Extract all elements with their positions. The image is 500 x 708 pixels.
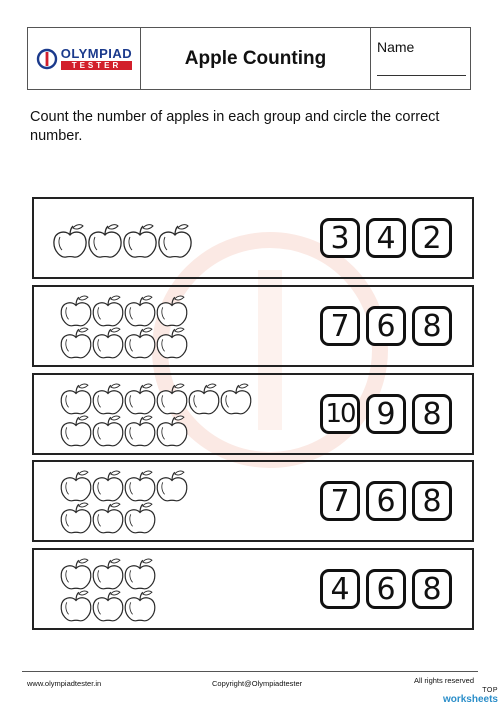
apple-icon (159, 225, 191, 257)
number-option-box[interactable]: 7 (320, 481, 360, 521)
apple-icon (125, 384, 155, 414)
apple-icon (61, 416, 91, 446)
apple-group (34, 287, 274, 367)
top-worksheets-logo (438, 686, 498, 704)
apple-icon (93, 503, 123, 533)
number-option-box[interactable]: 4 (320, 569, 360, 609)
olympiad-tester-logo (36, 47, 132, 70)
number-options (320, 199, 452, 277)
number-option-box[interactable]: 2 (412, 218, 452, 258)
apple-icon (89, 225, 121, 257)
apple-icon (93, 328, 123, 358)
apple-row (32, 548, 474, 630)
brand-bottom-text: worksheets (442, 694, 498, 705)
apple-icon (93, 296, 123, 326)
worksheet-title: Apple Counting (184, 47, 327, 69)
number-option-box[interactable]: 8 (412, 569, 452, 609)
apple-icon (157, 328, 187, 358)
apple-icon (125, 328, 155, 358)
apple-icon (124, 225, 156, 257)
instructions-text: Count the number of apples in each group and circle the correct number. (30, 109, 440, 144)
apple-group (34, 199, 274, 279)
apple-icon (125, 503, 155, 533)
number-option-box[interactable]: 8 (412, 306, 452, 346)
number-option-box[interactable]: 6 (366, 481, 406, 521)
apple-icon (93, 416, 123, 446)
apple-icon (61, 471, 91, 501)
apple-row (32, 197, 474, 279)
apple-row (32, 285, 474, 367)
apple-icon (125, 559, 155, 589)
apple-icon (61, 503, 91, 533)
apple-icon (125, 471, 155, 501)
apple-icon (93, 471, 123, 501)
logo-cell (28, 28, 141, 89)
apple-icon (125, 416, 155, 446)
apple-icon (157, 384, 187, 414)
apple-icon (61, 559, 91, 589)
apple-icon (61, 328, 91, 358)
number-option-box[interactable]: 7 (320, 306, 360, 346)
number-options (320, 375, 452, 453)
footer-copyright: Copyright@Olympiadtester (212, 679, 303, 688)
apple-icon (189, 384, 219, 414)
number-option-box[interactable]: 8 (412, 394, 452, 434)
apple-group (34, 550, 274, 630)
footer-divider (22, 671, 478, 672)
number-option-box[interactable]: 9 (366, 394, 406, 434)
number-options (320, 550, 452, 628)
number-option-box[interactable]: 6 (366, 306, 406, 346)
apple-group (34, 375, 274, 455)
apple-icon (125, 296, 155, 326)
name-write-line[interactable] (377, 75, 466, 76)
apple-row (32, 373, 474, 455)
logo-emblem-icon (36, 48, 58, 70)
apple-icon (61, 384, 91, 414)
apple-icon (54, 225, 86, 257)
number-option-box[interactable]: 3 (320, 218, 360, 258)
brand-top-text: TOP (482, 687, 498, 694)
footer-website[interactable]: www.olympiadtester.in (27, 679, 102, 688)
number-options (320, 287, 452, 365)
number-option-box[interactable]: 8 (412, 481, 452, 521)
apple-icon (157, 471, 187, 501)
apple-icon (221, 384, 251, 414)
logo-bottom-text: TESTER (61, 61, 132, 70)
number-option-box[interactable]: 6 (366, 569, 406, 609)
apple-icon (93, 591, 123, 621)
apple-icon (93, 559, 123, 589)
apple-group (34, 462, 274, 542)
logo-top-text: OLYMPIAD (60, 46, 133, 61)
number-options (320, 462, 452, 540)
apple-icon (61, 296, 91, 326)
apple-icon (61, 591, 91, 621)
number-option-box[interactable]: 10 (320, 394, 360, 434)
worksheet-header (27, 27, 471, 90)
apple-icon (157, 296, 187, 326)
apple-row (32, 460, 474, 542)
footer-rights: All rights reserved (414, 676, 475, 685)
apple-icon (157, 416, 187, 446)
name-cell (371, 28, 470, 89)
apple-icon (125, 591, 155, 621)
number-option-box[interactable]: 4 (366, 218, 406, 258)
name-label: Name (377, 39, 415, 55)
apple-icon (93, 384, 123, 414)
title-cell (141, 28, 371, 89)
